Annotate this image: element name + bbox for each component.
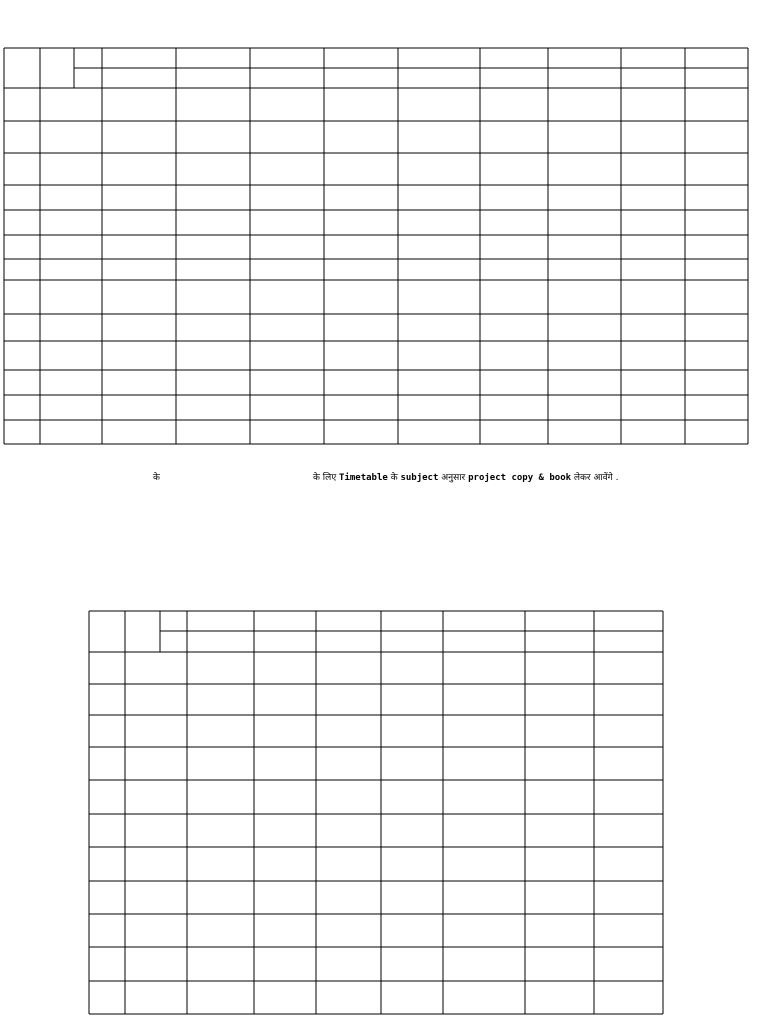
note-part: subject — [400, 473, 439, 483]
note-part: project copy & book — [468, 473, 572, 483]
instruction-note — [0, 469, 768, 487]
note-part: के लिए — [313, 473, 340, 483]
note-part: लेकर आवेंगे . — [571, 473, 619, 483]
note-part: के — [387, 473, 401, 483]
note-left-fragment: के — [153, 473, 160, 483]
note-part: Timetable — [339, 473, 388, 483]
note-part: अनुसार — [438, 473, 469, 483]
note-text — [313, 469, 618, 487]
